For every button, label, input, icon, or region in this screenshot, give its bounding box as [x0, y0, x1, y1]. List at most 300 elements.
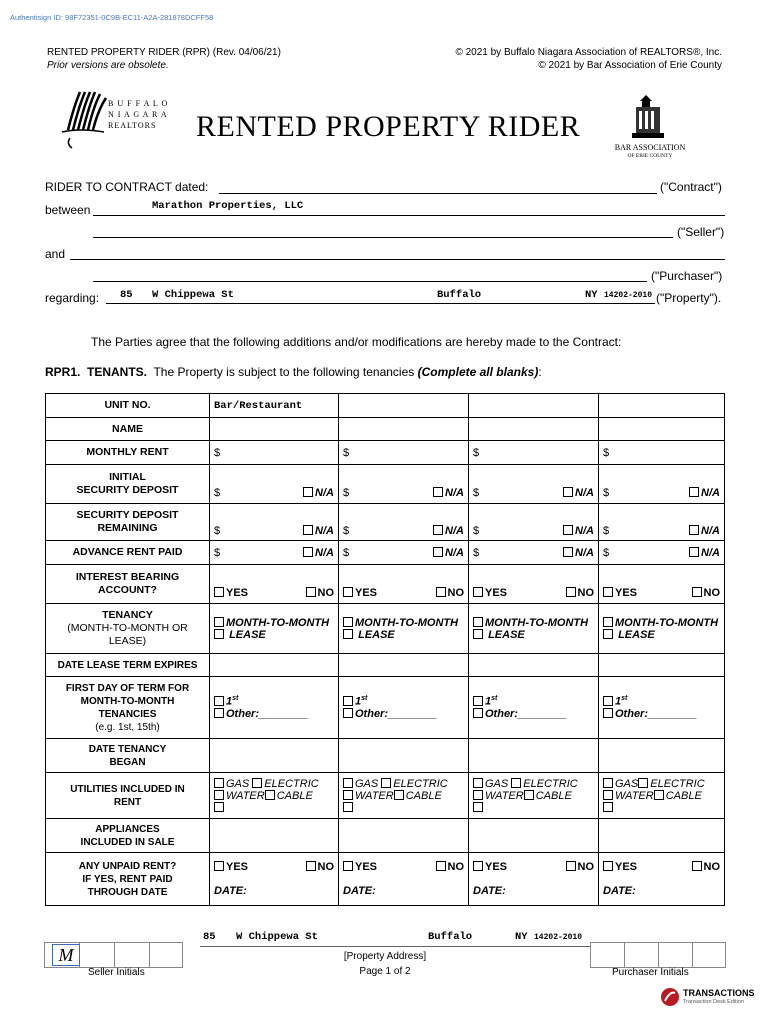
- yes-label: YES: [485, 861, 508, 873]
- row-unit-no: [46, 394, 725, 418]
- na-label: N/A: [701, 487, 720, 499]
- na-label: N/A: [445, 525, 464, 537]
- initial-deposit-3[interactable]: [469, 465, 599, 504]
- bar-logo-line-1: BAR ASSOCIATION: [614, 143, 686, 152]
- dollar: $: [214, 525, 221, 537]
- row-appliances: [46, 819, 725, 853]
- date-began-2[interactable]: [339, 739, 469, 773]
- footer-state: NY: [515, 931, 528, 943]
- yes-label: YES: [226, 861, 249, 873]
- unit-4-value[interactable]: [599, 394, 725, 418]
- na-checkbox[interactable]: [563, 487, 573, 497]
- first-sup: st: [232, 695, 239, 703]
- no-checkbox[interactable]: [436, 587, 446, 597]
- electric-checkbox[interactable]: [381, 778, 391, 788]
- section-colon: :: [538, 365, 542, 379]
- logo-line-1: B U F F A L O: [108, 99, 169, 108]
- lease-checkbox[interactable]: [603, 629, 613, 639]
- row-monthly-rent: [46, 441, 725, 465]
- na-label: N/A: [445, 546, 464, 559]
- label-first-day: [46, 677, 210, 739]
- label-deposit-remaining-l2: REMAINING: [97, 522, 158, 534]
- electric-checkbox[interactable]: [511, 778, 521, 788]
- interest-2: [339, 565, 469, 604]
- na-label: N/A: [701, 546, 720, 559]
- property-zip: 14202-2010: [604, 291, 653, 300]
- no-label: NO: [577, 861, 594, 873]
- electric-label: ELECTRIC: [523, 777, 578, 790]
- section-rpr1: [45, 365, 542, 379]
- logo-line-2: N I A G A R A: [108, 110, 168, 119]
- dollar: $: [343, 546, 350, 559]
- label-appliances-l2: INCLUDED IN SALE: [80, 836, 175, 848]
- interest-1: [210, 565, 339, 604]
- date-began-4[interactable]: [599, 739, 725, 773]
- tenancy-1: [210, 604, 339, 654]
- seller-field-line-1[interactable]: [93, 215, 725, 216]
- other-label: Other:________: [615, 707, 697, 720]
- purchaser-initial-slot-2[interactable]: [625, 943, 659, 967]
- gas-checkbox[interactable]: [603, 778, 613, 788]
- other-checkbox[interactable]: [343, 708, 353, 718]
- unpaid-rent-3: [469, 853, 599, 906]
- na-checkbox[interactable]: [689, 547, 699, 557]
- date-label: DATE:: [214, 885, 247, 897]
- mtm-checkbox[interactable]: [603, 617, 613, 627]
- deposit-remaining-1[interactable]: [210, 504, 339, 541]
- property-street: W Chippewa St: [152, 289, 234, 301]
- na-checkbox[interactable]: [433, 487, 443, 497]
- label-interest-bearing: [46, 565, 210, 604]
- mtm-label: MONTH-TO-MONTH: [355, 616, 459, 629]
- yes-checkbox[interactable]: [214, 861, 224, 871]
- cable-checkbox[interactable]: [524, 790, 534, 800]
- dollar: $: [214, 546, 221, 559]
- monthly-rent-4[interactable]: $: [599, 441, 725, 465]
- electric-label: ELECTRIC: [264, 777, 319, 790]
- property-field[interactable]: [106, 303, 655, 304]
- gas-label: GAS: [355, 777, 379, 790]
- label-lease-expires: DATE LEASE TERM EXPIRES: [46, 654, 210, 677]
- other-checkbox[interactable]: [473, 708, 483, 718]
- cable-checkbox[interactable]: [265, 790, 275, 800]
- label-monthly-rent: MONTHLY RENT: [46, 441, 210, 465]
- other-label: Other:________: [226, 707, 308, 720]
- page-number: Page 1 of 2: [359, 966, 411, 977]
- section-instruction: (Complete all blanks): [417, 365, 539, 379]
- name-2[interactable]: [339, 418, 469, 441]
- appliances-1[interactable]: [210, 819, 339, 853]
- property-suffix: ("Property").: [656, 291, 722, 305]
- copyright-line-1: © 2021 by Buffalo Niagara Association of REALTORS®, Inc.: [455, 47, 722, 58]
- yes-label: YES: [615, 587, 638, 599]
- form-header-left: [47, 46, 281, 72]
- no-label: NO: [447, 861, 464, 873]
- label-initial-deposit-l1: INITIAL: [109, 471, 146, 483]
- name-3[interactable]: [469, 418, 599, 441]
- transactions-brand: [660, 985, 760, 1009]
- first-day-3: [469, 677, 599, 739]
- dollar: $: [473, 546, 480, 559]
- water-checkbox[interactable]: [214, 790, 224, 800]
- dollar: $: [603, 525, 610, 537]
- seller-initial-stamp: M: [52, 944, 80, 966]
- label-date-began-l2: BEGAN: [109, 756, 146, 768]
- first-label: 1: [226, 695, 233, 708]
- gas-checkbox[interactable]: [343, 778, 353, 788]
- cable-checkbox[interactable]: [654, 790, 664, 800]
- lease-label: LEASE: [618, 628, 655, 641]
- lease-expires-2[interactable]: [339, 654, 469, 677]
- appliances-4[interactable]: [599, 819, 725, 853]
- unit-3-value[interactable]: [469, 394, 599, 418]
- na-label: N/A: [315, 487, 334, 499]
- yes-checkbox[interactable]: [473, 587, 483, 597]
- lease-expires-3[interactable]: [469, 654, 599, 677]
- section-number: RPR1.: [45, 365, 81, 379]
- utilities-3: [469, 773, 599, 819]
- gas-label: GAS: [485, 777, 509, 790]
- advance-rent-2[interactable]: [339, 541, 469, 565]
- label-first-day-l4: (e.g. 1st, 15th): [95, 721, 160, 733]
- monthly-rent-3[interactable]: $: [469, 441, 599, 465]
- cable-label: CABLE: [405, 789, 442, 802]
- first-label: 1: [355, 695, 362, 708]
- electric-checkbox[interactable]: [252, 778, 262, 788]
- first-sup: st: [621, 695, 628, 703]
- label-first-day-l2: MONTH-TO-MONTH: [80, 695, 175, 707]
- label-advance-rent: ADVANCE RENT PAID: [46, 541, 210, 565]
- seller-suffix: ("Seller"): [677, 225, 725, 239]
- advance-rent-3[interactable]: [469, 541, 599, 565]
- purchaser-initials-box[interactable]: [590, 942, 726, 968]
- no-label: NO: [703, 861, 720, 873]
- dollar: $: [473, 487, 480, 499]
- seller-initials-label: Seller Initials: [88, 967, 145, 978]
- first-day-4: [599, 677, 725, 739]
- na-checkbox[interactable]: [689, 525, 699, 535]
- no-label: NO: [703, 587, 720, 599]
- dollar: $: [603, 546, 610, 559]
- yes-label: YES: [226, 587, 249, 599]
- lease-label: LEASE: [358, 628, 395, 641]
- na-label: N/A: [575, 525, 594, 537]
- label-utilities-l1: UTILITIES INCLUDED IN: [70, 783, 185, 795]
- na-checkbox[interactable]: [433, 525, 443, 535]
- mtm-label: MONTH-TO-MONTH: [615, 616, 719, 629]
- footer-zip: 14202-2010: [534, 933, 583, 942]
- dollar: $: [343, 487, 350, 499]
- utilities-1: [210, 773, 339, 819]
- lease-expires-1[interactable]: [210, 654, 339, 677]
- appliances-2[interactable]: [339, 819, 469, 853]
- label-deposit-remaining: [46, 504, 210, 541]
- property-number: 85: [120, 289, 133, 301]
- form-header-right: [455, 46, 722, 72]
- na-label: N/A: [315, 525, 334, 537]
- row-first-day: [46, 677, 725, 739]
- seller-field-line-2[interactable]: [93, 237, 673, 238]
- cable-label: CABLE: [535, 789, 572, 802]
- label-tenancy-l1: TENANCY: [102, 609, 153, 621]
- label-first-day-l3: TENANCIES: [98, 708, 157, 720]
- label-interest-l1: INTEREST BEARING: [75, 571, 180, 583]
- label-unpaid-rent: [46, 853, 210, 906]
- no-checkbox[interactable]: [566, 861, 576, 871]
- brand-name: TRANSACTIONS: [683, 988, 755, 998]
- na-checkbox[interactable]: [689, 487, 699, 497]
- gas-checkbox[interactable]: [473, 778, 483, 788]
- yes-checkbox[interactable]: [214, 587, 224, 597]
- other-checkbox[interactable]: [214, 708, 224, 718]
- tenants-table: [45, 393, 725, 906]
- gas-checkbox[interactable]: [214, 778, 224, 788]
- no-checkbox[interactable]: [692, 587, 702, 597]
- yes-label: YES: [485, 587, 508, 599]
- contract-suffix: ("Contract"): [660, 180, 722, 194]
- first-day-2: [339, 677, 469, 739]
- electric-label: ELECTRIC: [650, 777, 705, 790]
- date-began-1[interactable]: [210, 739, 339, 773]
- bar-association-logo: [610, 95, 690, 160]
- label-appliances: [46, 819, 210, 853]
- buffalo-logo-icon: [60, 88, 110, 150]
- buffalo-niagara-realtors-logo: [60, 88, 190, 154]
- yes-checkbox[interactable]: [343, 861, 353, 871]
- electric-label: ELECTRIC: [393, 777, 448, 790]
- first-checkbox[interactable]: [214, 696, 224, 706]
- row-unpaid-rent: [46, 853, 725, 906]
- section-heading: TENANTS.: [87, 365, 148, 379]
- cable-label: CABLE: [665, 789, 702, 802]
- label-date-began: [46, 739, 210, 773]
- first-sup: st: [491, 695, 498, 703]
- na-label: N/A: [445, 487, 464, 499]
- between-label: between: [45, 203, 91, 217]
- electric-checkbox[interactable]: [638, 778, 648, 788]
- footer-address-line: [200, 946, 590, 947]
- footer-city: Buffalo: [428, 931, 473, 943]
- water-label: WATER: [226, 789, 265, 802]
- name-4[interactable]: [599, 418, 725, 441]
- first-checkbox[interactable]: [343, 696, 353, 706]
- na-label: N/A: [575, 487, 594, 499]
- label-first-day-l1: FIRST DAY OF TERM FOR: [65, 682, 190, 694]
- lease-label: LEASE: [229, 628, 266, 641]
- row-initial-deposit: [46, 465, 725, 504]
- tenancy-4: [599, 604, 725, 654]
- purchaser-initial-slot-1[interactable]: [591, 943, 625, 967]
- authsign-id: Authentisign ID: 98F72351-0C9B-EC11-A2A-281878DCFF58: [10, 13, 214, 22]
- label-appliances-l1: APPLIANCES: [95, 823, 160, 835]
- other-utility-checkbox[interactable]: [343, 802, 353, 812]
- cable-label: CABLE: [276, 789, 313, 802]
- unpaid-rent-4: [599, 853, 725, 906]
- gas-label: GAS: [226, 777, 250, 790]
- first-sup: st: [361, 695, 368, 703]
- yes-checkbox[interactable]: [603, 861, 613, 871]
- intro-text: The Parties agree that the following additions and/or modifications are hereby made to the Contract:: [91, 335, 622, 349]
- row-advance-rent: [46, 541, 725, 565]
- no-label: NO: [317, 587, 334, 599]
- property-city: Buffalo: [437, 289, 482, 301]
- utilities-2: [339, 773, 469, 819]
- form-name: RENTED PROPERTY RIDER (RPR) (Rev. 04/06/21): [47, 47, 281, 58]
- deposit-remaining-3[interactable]: [469, 504, 599, 541]
- no-checkbox[interactable]: [306, 587, 316, 597]
- date-label: DATE:: [473, 885, 506, 897]
- first-checkbox[interactable]: [603, 696, 613, 706]
- yes-label: YES: [615, 861, 638, 873]
- purchaser-suffix: ("Purchaser"): [651, 269, 723, 283]
- water-checkbox[interactable]: [603, 790, 613, 800]
- no-checkbox[interactable]: [566, 587, 576, 597]
- water-label: WATER: [485, 789, 524, 802]
- footer-address-label: [Property Address]: [343, 951, 427, 962]
- label-tenancy: [46, 604, 210, 654]
- yes-checkbox[interactable]: [343, 587, 353, 597]
- deposit-remaining-2[interactable]: [339, 504, 469, 541]
- na-checkbox[interactable]: [303, 525, 313, 535]
- water-label: WATER: [615, 789, 654, 802]
- label-name: NAME: [46, 418, 210, 441]
- lease-checkbox[interactable]: [473, 629, 483, 639]
- monthly-rent-1[interactable]: $: [210, 441, 339, 465]
- water-checkbox[interactable]: [343, 790, 353, 800]
- row-name: [46, 418, 725, 441]
- dollar: $: [214, 487, 221, 499]
- mtm-checkbox[interactable]: [473, 617, 483, 627]
- lease-checkbox[interactable]: [214, 629, 224, 639]
- dollar: $: [343, 525, 350, 537]
- na-checkbox[interactable]: [563, 525, 573, 535]
- na-checkbox[interactable]: [563, 547, 573, 557]
- row-deposit-remaining: [46, 504, 725, 541]
- other-utility-checkbox[interactable]: [214, 802, 224, 812]
- na-checkbox[interactable]: [303, 487, 313, 497]
- row-tenancy: [46, 604, 725, 654]
- unpaid-rent-2: [339, 853, 469, 906]
- first-label: 1: [485, 695, 492, 708]
- na-label: N/A: [575, 546, 594, 559]
- row-date-began: [46, 739, 725, 773]
- document-title: RENTED PROPERTY RIDER: [196, 110, 581, 143]
- regarding-label: regarding:: [45, 291, 100, 305]
- tenancy-3: [469, 604, 599, 654]
- purchaser-initial-slot-3[interactable]: [659, 943, 693, 967]
- purchaser-field-line-2[interactable]: [93, 281, 647, 282]
- mtm-checkbox[interactable]: [343, 617, 353, 627]
- yes-checkbox[interactable]: [473, 861, 483, 871]
- gas-label: GAS: [615, 777, 639, 790]
- dated-label: RIDER TO CONTRACT dated:: [45, 180, 209, 194]
- label-utilities: [46, 773, 210, 819]
- first-checkbox[interactable]: [473, 696, 483, 706]
- deposit-remaining-4[interactable]: [599, 504, 725, 541]
- dollar: $: [473, 525, 480, 537]
- no-label: NO: [447, 587, 464, 599]
- bar-logo-line-2: OF ERIE COUNTY: [627, 153, 673, 159]
- advance-rent-1[interactable]: [210, 541, 339, 565]
- footer-number: 85: [203, 931, 216, 943]
- advance-rent-4[interactable]: [599, 541, 725, 565]
- label-deposit-remaining-l1: SECURITY DEPOSIT: [76, 509, 179, 521]
- date-began-3[interactable]: [469, 739, 599, 773]
- monthly-rent-2[interactable]: $: [339, 441, 469, 465]
- yes-checkbox[interactable]: [603, 587, 613, 597]
- interest-4: [599, 565, 725, 604]
- na-label: N/A: [701, 525, 720, 537]
- unit-2-value[interactable]: [339, 394, 469, 418]
- appliances-3[interactable]: [469, 819, 599, 853]
- no-checkbox[interactable]: [306, 861, 316, 871]
- unpaid-rent-1: [210, 853, 339, 906]
- label-unit-no: UNIT NO.: [46, 394, 210, 418]
- initial-deposit-4[interactable]: [599, 465, 725, 504]
- label-utilities-l2: RENT: [113, 796, 142, 808]
- label-unpaid-l3: THROUGH DATE: [87, 886, 168, 898]
- lease-checkbox[interactable]: [343, 629, 353, 639]
- lease-expires-4[interactable]: [599, 654, 725, 677]
- other-utility-checkbox[interactable]: [473, 802, 483, 812]
- label-unpaid-l2: IF YES, RENT PAID: [82, 873, 173, 885]
- water-checkbox[interactable]: [473, 790, 483, 800]
- na-checkbox[interactable]: [433, 547, 443, 557]
- other-checkbox[interactable]: [603, 708, 613, 718]
- name-1[interactable]: [210, 418, 339, 441]
- first-label: 1: [615, 695, 622, 708]
- contract-date-field[interactable]: [219, 193, 657, 194]
- no-label: NO: [577, 587, 594, 599]
- transactions-logo-icon: [660, 987, 680, 1007]
- copyright-line-2: © 2021 by Bar Association of Erie County: [538, 60, 722, 71]
- interest-3: [469, 565, 599, 604]
- label-initial-deposit-l2: SECURITY DEPOSIT: [76, 484, 179, 496]
- no-checkbox[interactable]: [436, 861, 446, 871]
- property-state: NY: [585, 289, 598, 301]
- label-interest-l2: ACCOUNT?: [98, 584, 157, 596]
- no-checkbox[interactable]: [692, 861, 702, 871]
- courthouse-icon: [628, 95, 668, 143]
- other-utility-checkbox[interactable]: [603, 802, 613, 812]
- utilities-4: [599, 773, 725, 819]
- first-day-1: [210, 677, 339, 739]
- section-text: The Property is subject to the following tenancies: [153, 365, 415, 379]
- label-tenancy-l2: (MONTH-TO-MONTH OR: [67, 622, 188, 634]
- row-utilities: [46, 773, 725, 819]
- initial-deposit-1[interactable]: [210, 465, 339, 504]
- row-lease-expires: [46, 654, 725, 677]
- dollar: $: [603, 487, 610, 499]
- label-initial-deposit: [46, 465, 210, 504]
- no-label: NO: [317, 861, 334, 873]
- cable-checkbox[interactable]: [394, 790, 404, 800]
- label-tenancy-l3: LEASE): [108, 635, 147, 647]
- water-label: WATER: [355, 789, 394, 802]
- date-label: DATE:: [603, 885, 636, 897]
- and-label: and: [45, 247, 66, 261]
- yes-label: YES: [355, 587, 378, 599]
- seller-name: Marathon Properties, LLC: [152, 200, 304, 212]
- yes-label: YES: [355, 861, 378, 873]
- purchaser-field-line-1[interactable]: [70, 259, 725, 260]
- initial-deposit-2[interactable]: [339, 465, 469, 504]
- date-label: DATE:: [343, 885, 376, 897]
- unit-1-value[interactable]: Bar/Restaurant: [210, 394, 339, 418]
- mtm-checkbox[interactable]: [214, 617, 224, 627]
- na-checkbox[interactable]: [303, 547, 313, 557]
- row-interest-bearing: [46, 565, 725, 604]
